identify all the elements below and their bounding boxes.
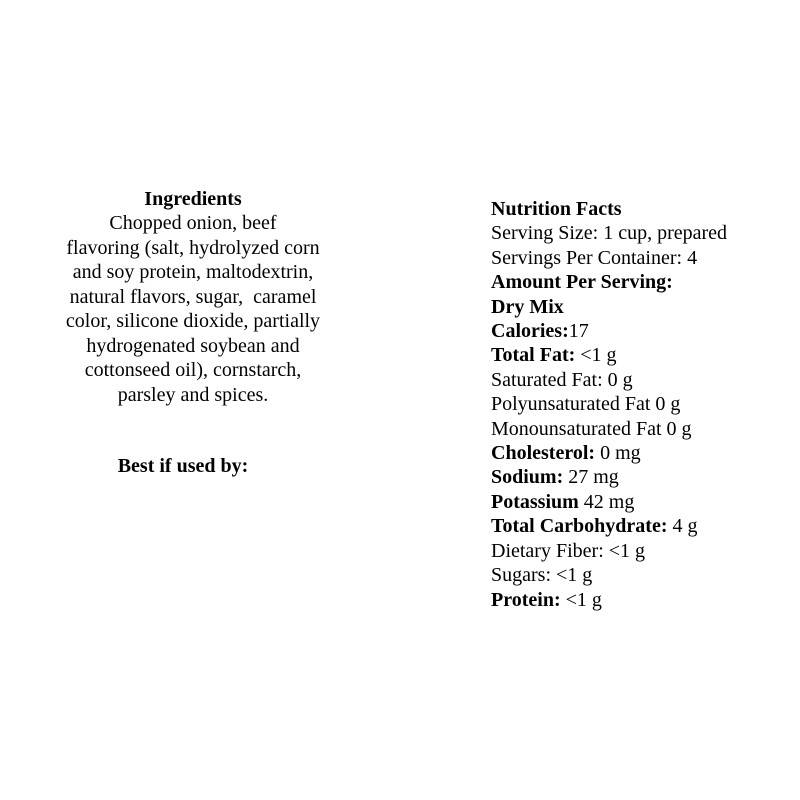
ingredients-line: cottonseed oil), cornstarch, bbox=[84, 359, 302, 381]
amount-per-serving-text: Amount Per Serving: bbox=[491, 271, 673, 294]
protein-row bbox=[491, 588, 791, 612]
dry-mix-text: Dry Mix bbox=[491, 295, 564, 318]
protein-label: Protein: bbox=[491, 588, 561, 611]
sodium-label: Sodium: bbox=[491, 466, 564, 489]
nutrition-facts-title bbox=[491, 197, 791, 221]
serving-size: Serving Size: 1 cup, prepared bbox=[491, 222, 728, 245]
total-carbohydrate-row bbox=[491, 514, 791, 538]
cholesterol-row bbox=[491, 441, 791, 465]
monounsaturated-fat-row: Monounsaturated Fat 0 g bbox=[491, 417, 692, 440]
nutrition-title-text: Nutrition Facts bbox=[491, 198, 622, 220]
calories-label: Calories: bbox=[491, 320, 569, 343]
polyunsaturated-fat-row: Polyunsaturated Fat 0 g bbox=[491, 393, 681, 416]
protein-value: <1 g bbox=[560, 588, 602, 611]
ingredients-line: hydrogenated soybean and bbox=[86, 334, 300, 357]
potassium-row bbox=[491, 490, 791, 514]
ingredients-block bbox=[40, 187, 346, 407]
saturated-fat-row: Saturated Fat: 0 g bbox=[491, 368, 633, 391]
nutrition-facts-block bbox=[491, 197, 791, 612]
amount-per-serving bbox=[491, 270, 791, 294]
calories-value: 17 bbox=[568, 320, 589, 343]
potassium-value: 42 mg bbox=[578, 490, 635, 513]
ingredients-line: color, silicone dioxide, partially bbox=[65, 310, 321, 332]
total-fat-value: <1 g bbox=[575, 344, 617, 367]
total-fat-label: Total Fat: bbox=[491, 344, 576, 367]
total-carbohydrate-label: Total Carbohydrate: bbox=[491, 515, 668, 538]
dietary-fiber-row: Dietary Fiber: <1 g bbox=[491, 539, 646, 562]
potassium-label: Potassium bbox=[491, 490, 579, 513]
ingredients-line: natural flavors, sugar, caramel bbox=[69, 285, 317, 308]
cholesterol-label: Cholesterol: bbox=[491, 442, 596, 465]
sodium-row bbox=[491, 465, 791, 489]
dry-mix bbox=[491, 295, 791, 319]
cholesterol-value: 0 mg bbox=[595, 442, 641, 465]
calories-row bbox=[491, 319, 791, 343]
servings-per-container: Servings Per Container: 4 bbox=[491, 246, 698, 269]
sugars-row: Sugars: <1 g bbox=[491, 564, 593, 587]
ingredients-line: flavoring (salt, hydrolyzed corn bbox=[66, 236, 320, 259]
total-carbohydrate-value: 4 g bbox=[667, 515, 698, 538]
total-fat-row bbox=[491, 343, 791, 367]
ingredients-title: Ingredients bbox=[144, 188, 242, 210]
ingredients-line: and soy protein, maltodextrin, bbox=[72, 261, 314, 283]
best-by-label: Best if used by: bbox=[117, 455, 249, 477]
sodium-value: 27 mg bbox=[563, 466, 619, 489]
ingredients-line: parsley and spices. bbox=[117, 383, 269, 406]
ingredients-line: Chopped onion, beef bbox=[109, 212, 277, 234]
